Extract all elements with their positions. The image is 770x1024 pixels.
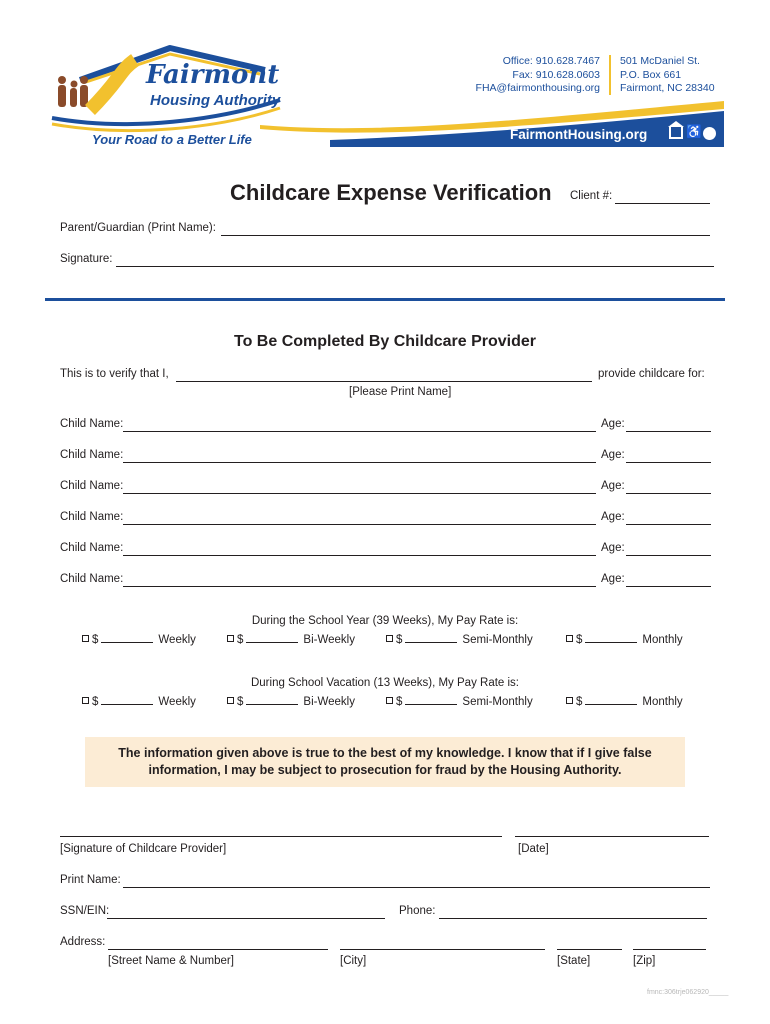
contact-address bbox=[620, 55, 715, 96]
city-hint: [City] bbox=[340, 955, 367, 967]
checkbox-icon[interactable] bbox=[227, 635, 234, 642]
website-link[interactable]: FairmontHousing.org bbox=[510, 127, 648, 142]
verify-prefix: This is to verify that I, bbox=[60, 368, 169, 380]
currency-symbol: $ bbox=[576, 696, 583, 708]
child-name-field[interactable] bbox=[123, 493, 596, 494]
state-field[interactable] bbox=[557, 949, 622, 950]
address-line3: Fairmont, NC 28340 bbox=[620, 82, 715, 94]
currency-symbol: $ bbox=[396, 634, 403, 646]
rate-period-label: Monthly bbox=[642, 634, 683, 646]
child-age-label: Age: bbox=[601, 542, 625, 554]
rate-amount-field[interactable] bbox=[405, 634, 457, 643]
child-name-label: Child Name: bbox=[60, 480, 124, 492]
zip-field[interactable] bbox=[633, 949, 706, 950]
rate-period-label: Monthly bbox=[642, 696, 683, 708]
vacation-rate-bi-weekly bbox=[227, 696, 355, 708]
checkbox-icon[interactable] bbox=[82, 635, 89, 642]
checkbox-icon[interactable] bbox=[386, 697, 393, 704]
print-name-hint: [Please Print Name] bbox=[349, 386, 452, 398]
print-name-field[interactable] bbox=[123, 887, 710, 888]
street-field[interactable] bbox=[108, 949, 328, 950]
date-label: [Date] bbox=[518, 843, 549, 855]
fax-number: Fax: 910.628.0603 bbox=[512, 68, 600, 81]
rate-amount-field[interactable] bbox=[405, 696, 457, 705]
school-rate-monthly bbox=[566, 634, 683, 646]
currency-symbol: $ bbox=[576, 634, 583, 646]
checkbox-icon[interactable] bbox=[566, 635, 573, 642]
city-field[interactable] bbox=[340, 949, 545, 950]
rate-period-label: Weekly bbox=[158, 634, 196, 646]
child-name-field[interactable] bbox=[123, 555, 596, 556]
print-name-label: Print Name: bbox=[60, 874, 121, 886]
child-age-field[interactable] bbox=[626, 431, 711, 432]
child-name-field[interactable] bbox=[123, 524, 596, 525]
child-name-label: Child Name: bbox=[60, 418, 124, 430]
logo bbox=[50, 40, 290, 152]
rate-amount-field[interactable] bbox=[246, 634, 298, 643]
child-age-label: Age: bbox=[601, 511, 625, 523]
header-banner bbox=[260, 95, 724, 150]
state-hint: [State] bbox=[557, 955, 591, 967]
rate-amount-field[interactable] bbox=[101, 634, 153, 643]
street-hint: [Street Name & Number] bbox=[108, 955, 234, 967]
rate-amount-field[interactable] bbox=[585, 634, 637, 643]
school-rate-bi-weekly bbox=[227, 634, 355, 646]
vacation-label: During School Vacation (13 Weeks), My Pay Rate is: bbox=[250, 677, 520, 689]
rate-period-label: Semi-Monthly bbox=[462, 696, 533, 708]
office-phone: Office: 910.628.7467 bbox=[502, 55, 600, 67]
child-age-label: Age: bbox=[601, 573, 625, 585]
address-line1: 501 McDaniel St. bbox=[620, 55, 700, 67]
ssn-label: SSN/EIN: bbox=[60, 905, 110, 917]
phone-label: Phone: bbox=[399, 905, 436, 917]
checkbox-icon[interactable] bbox=[386, 635, 393, 642]
vacation-rate-monthly bbox=[566, 696, 683, 708]
child-name-field[interactable] bbox=[123, 586, 596, 587]
checkbox-icon[interactable] bbox=[566, 697, 573, 704]
rate-period-label: Weekly bbox=[158, 696, 196, 708]
zip-hint: [Zip] bbox=[633, 955, 656, 967]
child-age-field[interactable] bbox=[626, 524, 711, 525]
rate-amount-field[interactable] bbox=[101, 696, 153, 705]
accessibility-icon: ♿ bbox=[686, 124, 703, 139]
vacation-rate-weekly bbox=[82, 696, 196, 708]
child-name-field[interactable] bbox=[123, 431, 596, 432]
vacation-rate-semi-monthly bbox=[386, 696, 533, 708]
child-age-label: Age: bbox=[601, 418, 625, 430]
contact-phone-email bbox=[476, 55, 600, 96]
logo-subtitle: Housing Authority bbox=[150, 92, 281, 109]
client-number-field[interactable] bbox=[615, 203, 710, 204]
child-age-label: Age: bbox=[601, 480, 625, 492]
rate-period-label: Bi-Weekly bbox=[303, 696, 355, 708]
ssn-field[interactable] bbox=[107, 918, 385, 919]
logo-name: Fairmont bbox=[146, 60, 280, 90]
email-link[interactable]: FHA@fairmonthousing.org bbox=[475, 82, 600, 94]
parent-name-label: Parent/Guardian (Print Name): bbox=[60, 222, 216, 234]
currency-symbol: $ bbox=[396, 696, 403, 708]
rate-amount-field[interactable] bbox=[246, 696, 298, 705]
equal-housing-icon bbox=[669, 127, 683, 139]
parent-signature-field[interactable] bbox=[116, 266, 714, 267]
provider-name-field[interactable] bbox=[176, 381, 592, 382]
section-divider bbox=[45, 298, 725, 301]
child-name-field[interactable] bbox=[123, 462, 596, 463]
client-label: Client #: bbox=[570, 190, 613, 202]
rate-period-label: Bi-Weekly bbox=[303, 634, 355, 646]
child-age-field[interactable] bbox=[626, 493, 711, 494]
provider-signature-label: [Signature of Childcare Provider] bbox=[60, 843, 227, 855]
form-title: Childcare Expense Verification bbox=[230, 180, 552, 205]
currency-symbol: $ bbox=[237, 696, 244, 708]
child-name-label: Child Name: bbox=[60, 573, 124, 585]
notice-box bbox=[85, 737, 685, 787]
child-age-field[interactable] bbox=[626, 462, 711, 463]
parent-signature-label: Signature: bbox=[60, 253, 113, 265]
provider-signature-field[interactable] bbox=[60, 836, 502, 837]
school-rate-weekly bbox=[82, 634, 196, 646]
info-circle-icon bbox=[703, 127, 716, 140]
school-rate-semi-monthly bbox=[386, 634, 533, 646]
contact-divider bbox=[609, 55, 611, 95]
notice-line-2: information, I may be subject to prosecution for fraud by the Housing Authority. bbox=[148, 763, 622, 777]
checkbox-icon[interactable] bbox=[82, 697, 89, 704]
address-line2: P.O. Box 661 bbox=[620, 68, 682, 81]
address-label: Address: bbox=[60, 936, 106, 948]
currency-symbol: $ bbox=[92, 634, 99, 646]
notice-line-1: The information given above is true to the best of my knowledge. I know that if I give false bbox=[118, 746, 652, 760]
child-age-label: Age: bbox=[601, 449, 625, 461]
child-age-field[interactable] bbox=[626, 586, 711, 587]
tagline: Your Road to a Better Life bbox=[92, 132, 252, 147]
currency-symbol: $ bbox=[92, 696, 99, 708]
checkbox-icon[interactable] bbox=[227, 697, 234, 704]
currency-symbol: $ bbox=[237, 634, 244, 646]
section-title: To Be Completed By Childcare Provider bbox=[234, 333, 536, 350]
school-year-label: During the School Year (39 Weeks), My Pay Rate is: bbox=[251, 615, 519, 627]
verify-suffix: provide childcare for: bbox=[598, 368, 705, 380]
phone-field[interactable] bbox=[439, 918, 707, 919]
footer-code: fmnc:306trje062920_____ bbox=[647, 989, 729, 996]
date-field[interactable] bbox=[515, 836, 709, 837]
rate-period-label: Semi-Monthly bbox=[462, 634, 533, 646]
rate-amount-field[interactable] bbox=[585, 696, 637, 705]
child-name-label: Child Name: bbox=[60, 511, 124, 523]
child-name-label: Child Name: bbox=[60, 542, 124, 554]
parent-name-field[interactable] bbox=[221, 235, 710, 236]
child-age-field[interactable] bbox=[626, 555, 711, 556]
child-name-label: Child Name: bbox=[60, 449, 124, 461]
